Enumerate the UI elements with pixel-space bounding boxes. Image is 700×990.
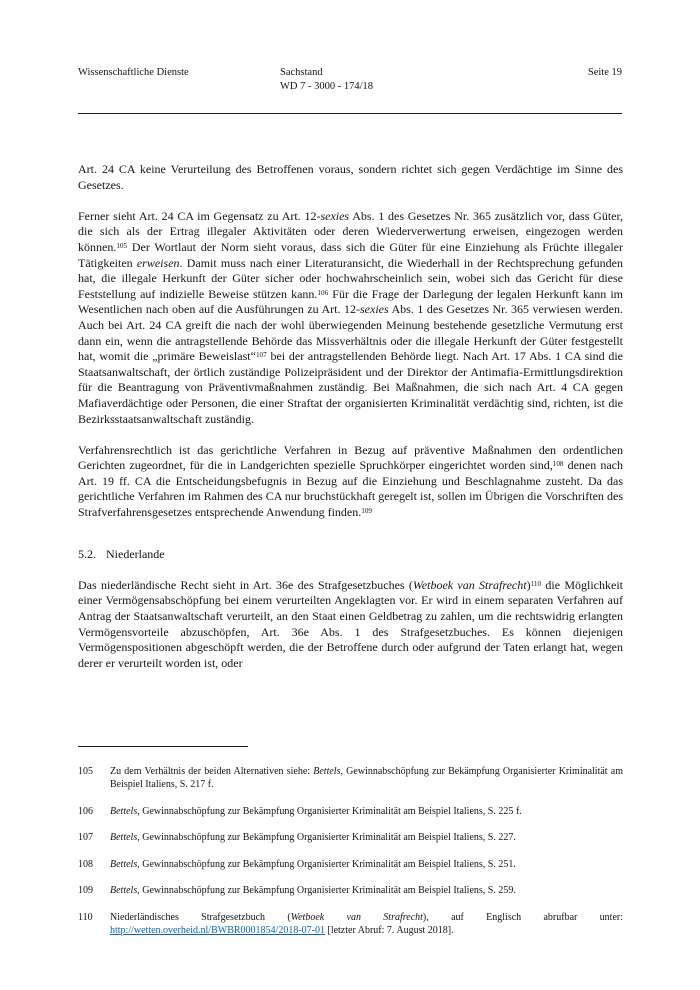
footnote-reference: 109 xyxy=(361,506,373,515)
text-run: Niederländisches Strafgesetzbuch ( xyxy=(110,911,291,923)
text-run: , Gewinnabschöpfung zur Bekämpfung Organisierter Kriminalität am Beispiel Italiens, S. 251. xyxy=(137,858,516,870)
footnote-text xyxy=(110,884,623,897)
header-doc-type: Sachstand xyxy=(280,67,323,78)
footnotes-list xyxy=(78,765,623,937)
footnote-area xyxy=(78,746,623,950)
footnote-reference: 110 xyxy=(530,579,542,588)
header-rule xyxy=(78,113,622,114)
section-heading-number: 5.2. xyxy=(78,546,96,561)
footnote-text xyxy=(110,911,623,937)
text-run: Verfahrensrechtlich ist das gerichtliche Verfahren in Bezug auf präventive Maßnahmen den ordentlichen Gerichten zugeordnet, für die in Landgerichten spezielle Spruchkörper eingerichtet worden sind, xyxy=(78,442,623,473)
footnote-separator xyxy=(78,746,248,747)
footnote-number: 106 xyxy=(78,805,93,817)
footnote-reference: 108 xyxy=(552,460,564,469)
text-run: denen nach Art. 19 ff. CA die Entscheidungsbefugnis in Bezug auf die Einziehung und Beschlagnahme zusteht. Da das gerichtliche Verfahren im Rahmen des CA nur bruchstückhaft geregelt ist, sollen im Übrigen die Vorschriften des Strafverfahrensgesetzes entsprechende Anwendung finden. xyxy=(78,458,623,520)
footnote-number: 108 xyxy=(78,858,93,870)
italic-text: Wetboek van Strafrecht xyxy=(290,911,423,923)
italic-text: Bettels xyxy=(313,766,341,777)
text-run: , Gewinnabschöpfung zur Bekämpfung Organisierter Kriminalität am Beispiel Italiens, S. 225 f. xyxy=(137,805,522,817)
footnote xyxy=(78,805,623,818)
italic-text: erweisen xyxy=(136,255,180,270)
footnote-number: 107 xyxy=(78,832,93,843)
section-heading-text: Niederlande xyxy=(106,546,165,561)
text-run: Das niederländische Recht sieht in Art. 36e des Strafgesetzbuches ( xyxy=(78,577,413,592)
footnote xyxy=(78,884,623,897)
text-run: Abs. 1 des Gesetzes Nr. 365 verwiesen werden. Auch bei Art. 24 CA greift die nach der wohl überwiegenden Meinung bestehende gesetzliche Vermutung erst dann ein, wenn die antragstellende Behörde das Missverhältnis oder die illegale Herkunft der Güter festgestellt hat, womit die „primäre Beweislast“ xyxy=(78,302,623,364)
text-run: , Gewinnabschöpfung zur Bekämpfung Organisierter Kriminalität am Beispiel Italiens, S. 227. xyxy=(137,832,516,843)
page-header xyxy=(78,66,622,93)
body-paragraph xyxy=(78,209,623,427)
footnote xyxy=(78,858,623,871)
text-run: [letzter Abruf: 7. August 2018]. xyxy=(324,924,454,936)
text-run: , Gewinnabschöpfung zur Bekämpfung Organisierter Kriminalität am Beispiel Italiens, S. 217 f. xyxy=(110,766,623,790)
footnote-reference: 105 xyxy=(116,241,128,250)
text-run: Für die Frage der Darlegung der legalen Herkunft kann im Wesentlichen nach oben auf die Ausführungen zu Art. 12- xyxy=(78,286,623,317)
italic-text: Bettels xyxy=(110,805,138,817)
footnote xyxy=(78,831,623,844)
document-body xyxy=(78,162,623,687)
footnote-reference: 106 xyxy=(317,288,329,297)
text-run: ) xyxy=(526,577,531,592)
header-doc-info xyxy=(280,66,588,93)
footnote-text xyxy=(110,805,623,818)
footnote-number: 105 xyxy=(78,766,93,777)
footnote-text xyxy=(110,858,623,871)
footnote-number: 110 xyxy=(78,911,93,923)
text-run: Art. 24 CA keine Verurteilung des Betroffenen voraus, sondern richtet sich gegen Verdächtige im Sinne des Gesetzes. xyxy=(78,162,623,192)
footnote xyxy=(78,911,623,937)
text-run: Der Wortlaut der Norm sieht voraus, dass sich die Güter für eine Einziehung als Früchte illegaler Tätigkeiten xyxy=(78,239,623,270)
text-run: die Möglichkeit einer Vermögensabschöpfung bei einem verurteilten Angeklagten vor. Er wird in einem separaten Verfahren auf Antrag der Staatsanwaltschaft verurteilt, an den Staat einen Geldbetrag zu zahlen, um die rechtswidrig erlangten Vermögensvorteile abzuschöpfen, Art. 36e Abs. 1 des Strafgesetzbuches. Es können diejenigen Vermögenspositionen abgeschöpft werden, die der Betroffene durch oder aufgrund der Taten erlangt hat, wegen derer er verurteilt worden ist, oder xyxy=(78,577,623,670)
footnote-number: 109 xyxy=(78,885,93,896)
external-link[interactable]: http://wetten.overheid.nl/BWBR0001854/2018-07-01 xyxy=(110,924,325,936)
text-run: bei der antragstellenden Behörde liegt. Nach Art. 17 Abs. 1 CA sind die Staatsanwaltschaft, der örtlich zuständige Polizeipräsident und der Direktor der Antimafia-Ermittlungsdirektion für die Beantragung von Präventivmaßnahmen zuständig. Bei Maßnahmen, die sich nach Art. 4 CA gegen Mafiaverdächtige oder Personen, die einer Straftat der organisierten Kriminalität verdächtig sind, richten, ist die Bezirksstaatsanwaltschaft zuständig. xyxy=(78,349,624,426)
body-paragraph xyxy=(78,443,623,521)
italic-text: Bettels xyxy=(110,885,138,896)
header-organization: Wissenschaftliche Dienste xyxy=(78,67,189,78)
body-paragraph xyxy=(78,578,623,672)
text-run: , Gewinnabschöpfung zur Bekämpfung Organisierter Kriminalität am Beispiel Italiens, S. 259. xyxy=(137,885,516,896)
footnote xyxy=(78,765,623,791)
header-page-number: Seite 19 xyxy=(587,67,622,78)
text-run: ), auf Englisch abrufbar unter: xyxy=(422,911,623,923)
footnote-text xyxy=(110,831,623,844)
italic-text: Bettels xyxy=(110,858,138,870)
text-run: Zu dem Verhältnis der beiden Alternativen siehe: xyxy=(110,766,314,777)
footnote-reference: 107 xyxy=(255,350,267,359)
text-run: . Damit muss nach einer Literaturansicht, die Wiederhall in der Rechtsprechung gefunden hat, die illegale Herkunft der Güter sicher oder hochwahrscheinlich sein, wobei sich das Gericht für diese Feststellung auf indizielle Beweise stützen kann. xyxy=(78,255,623,301)
text-run: Ferner sieht Art. 24 CA im Gegensatz zu Art. 12- xyxy=(78,208,321,223)
body-paragraph xyxy=(78,162,623,193)
italic-text: Wetboek van Strafrecht xyxy=(412,577,527,592)
section-heading xyxy=(78,547,623,563)
italic-text: sexies xyxy=(360,302,389,317)
text-run: Abs. 1 des Gesetzes Nr. 365 zusätzlich vor, dass Güter, die sich als der Ertrag illegaler Aktivitäten oder deren Wiederverwertung erweisen, eingezogen werden können. xyxy=(78,208,623,254)
italic-text: sexies xyxy=(320,208,350,223)
italic-text: Bettels xyxy=(110,832,138,843)
footnote-text xyxy=(110,765,623,791)
header-doc-number: WD 7 - 3000 - 174/18 xyxy=(280,80,374,92)
